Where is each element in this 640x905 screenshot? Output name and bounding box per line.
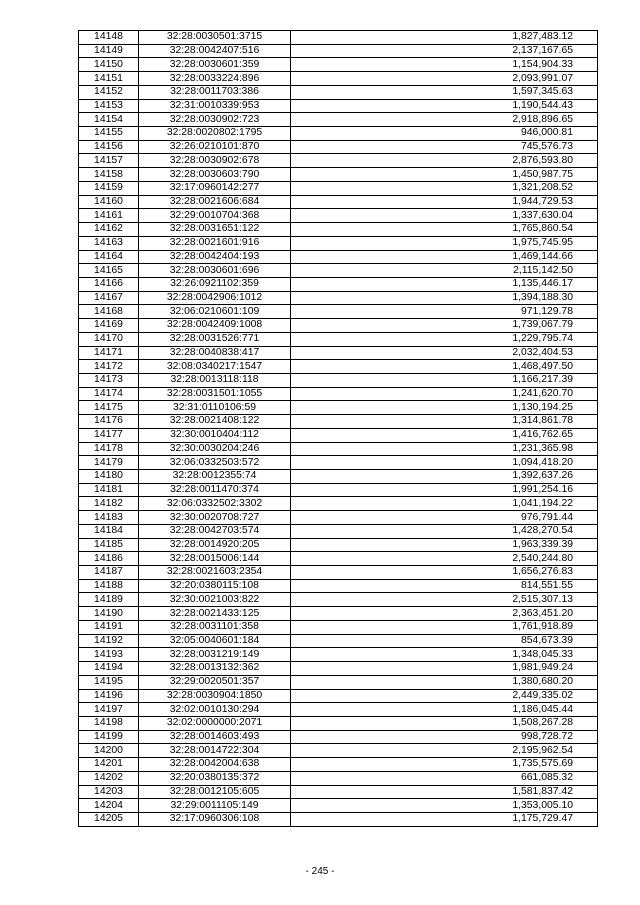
table-row xyxy=(79,730,598,744)
row-id-cell: 14152 xyxy=(79,85,139,99)
cadastral-number-cell: 32:28:0030601:696 xyxy=(139,264,291,278)
table-row xyxy=(79,332,598,346)
table-row xyxy=(79,72,598,86)
table-row xyxy=(79,195,598,209)
table-row xyxy=(79,250,598,264)
row-id-cell: 14162 xyxy=(79,223,139,237)
table-row xyxy=(79,785,598,799)
table-row xyxy=(79,277,598,291)
table-row xyxy=(79,648,598,662)
row-id-cell: 14184 xyxy=(79,524,139,538)
cadastral-number-cell: 32:31:0110106:59 xyxy=(139,401,291,415)
row-id-cell: 14186 xyxy=(79,552,139,566)
amount-cell: 976,791.44 xyxy=(291,511,598,525)
amount-cell: 854,673.39 xyxy=(291,634,598,648)
row-id-cell: 14175 xyxy=(79,401,139,415)
table-row xyxy=(79,401,598,415)
table-row xyxy=(79,483,598,497)
amount-cell: 1,348,045.33 xyxy=(291,648,598,662)
cadastral-number-cell: 32:28:0011470:374 xyxy=(139,483,291,497)
cadastral-number-cell: 32:28:0042906:1012 xyxy=(139,291,291,305)
cadastral-number-cell: 32:28:0031219:149 xyxy=(139,648,291,662)
table-row xyxy=(79,552,598,566)
parcel-table xyxy=(78,30,598,827)
row-id-cell: 14196 xyxy=(79,689,139,703)
table-row xyxy=(79,223,598,237)
row-id-cell: 14201 xyxy=(79,758,139,772)
table-row xyxy=(79,428,598,442)
table-row xyxy=(79,607,598,621)
table-row xyxy=(79,113,598,127)
cadastral-number-cell: 32:28:0014722:304 xyxy=(139,744,291,758)
cadastral-number-cell: 32:28:0014603:493 xyxy=(139,730,291,744)
cadastral-number-cell: 32:05:0040601:184 xyxy=(139,634,291,648)
row-id-cell: 14179 xyxy=(79,456,139,470)
cadastral-number-cell: 32:28:0033224:896 xyxy=(139,72,291,86)
table-row xyxy=(79,593,598,607)
table-row xyxy=(79,31,598,45)
table-row xyxy=(79,812,598,826)
table-row xyxy=(79,442,598,456)
amount-cell: 1,190,544.43 xyxy=(291,99,598,113)
amount-cell: 745,576.73 xyxy=(291,140,598,154)
cadastral-number-cell: 32:08:0340217:1547 xyxy=(139,360,291,374)
row-id-cell: 14191 xyxy=(79,620,139,634)
amount-cell: 661,085.32 xyxy=(291,771,598,785)
table-row xyxy=(79,634,598,648)
cadastral-number-cell: 32:26:0210101:870 xyxy=(139,140,291,154)
cadastral-number-cell: 32:28:0030904:1850 xyxy=(139,689,291,703)
amount-cell: 998,728.72 xyxy=(291,730,598,744)
cadastral-number-cell: 32:28:0021433:125 xyxy=(139,607,291,621)
amount-cell: 1,135,446.17 xyxy=(291,277,598,291)
table-row xyxy=(79,85,598,99)
cadastral-number-cell: 32:28:0042703:574 xyxy=(139,524,291,538)
table-row xyxy=(79,236,598,250)
amount-cell: 1,581,837.42 xyxy=(291,785,598,799)
row-id-cell: 14174 xyxy=(79,387,139,401)
cadastral-number-cell: 32:20:0380115:108 xyxy=(139,579,291,593)
amount-cell: 1,656,276.83 xyxy=(291,566,598,580)
row-id-cell: 14163 xyxy=(79,236,139,250)
amount-cell: 2,876,593.80 xyxy=(291,154,598,168)
cadastral-number-cell: 32:28:0021408:122 xyxy=(139,415,291,429)
amount-cell: 2,137,167.65 xyxy=(291,44,598,58)
cadastral-number-cell: 32:30:0030204:246 xyxy=(139,442,291,456)
row-id-cell: 14188 xyxy=(79,579,139,593)
table-row xyxy=(79,511,598,525)
amount-cell: 946,000.81 xyxy=(291,127,598,141)
row-id-cell: 14155 xyxy=(79,127,139,141)
cadastral-number-cell: 32:06:0332502:3302 xyxy=(139,497,291,511)
amount-cell: 1,175,729.47 xyxy=(291,812,598,826)
amount-cell: 1,380,680.20 xyxy=(291,675,598,689)
amount-cell: 1,229,795.74 xyxy=(291,332,598,346)
amount-cell: 1,231,365.98 xyxy=(291,442,598,456)
amount-cell: 2,115,142.50 xyxy=(291,264,598,278)
row-id-cell: 14202 xyxy=(79,771,139,785)
table-row xyxy=(79,703,598,717)
cadastral-number-cell: 32:31:0010339:953 xyxy=(139,99,291,113)
amount-cell: 1,765,860.54 xyxy=(291,223,598,237)
row-id-cell: 14159 xyxy=(79,181,139,195)
row-id-cell: 14169 xyxy=(79,319,139,333)
cadastral-number-cell: 32:28:0013132:362 xyxy=(139,662,291,676)
amount-cell: 1,416,762.65 xyxy=(291,428,598,442)
cadastral-number-cell: 32:28:0031651:122 xyxy=(139,223,291,237)
table-row xyxy=(79,662,598,676)
cadastral-number-cell: 32:26:0921102:359 xyxy=(139,277,291,291)
cadastral-number-cell: 32:28:0031501:1055 xyxy=(139,387,291,401)
table-row xyxy=(79,758,598,772)
amount-cell: 1,963,339.39 xyxy=(291,538,598,552)
cadastral-number-cell: 32:29:0011105:149 xyxy=(139,799,291,813)
table-row xyxy=(79,620,598,634)
page-number: - 245 - xyxy=(305,866,335,877)
cadastral-number-cell: 32:28:0042404:193 xyxy=(139,250,291,264)
table-row xyxy=(79,181,598,195)
amount-cell: 1,428,270.54 xyxy=(291,524,598,538)
table-row xyxy=(79,346,598,360)
row-id-cell: 14158 xyxy=(79,168,139,182)
table-row xyxy=(79,566,598,580)
amount-cell: 1,508,267.28 xyxy=(291,716,598,730)
cadastral-number-cell: 32:17:0960142:277 xyxy=(139,181,291,195)
table-row xyxy=(79,58,598,72)
amount-cell: 1,981,949.24 xyxy=(291,662,598,676)
row-id-cell: 14204 xyxy=(79,799,139,813)
cadastral-number-cell: 32:02:0000000:2071 xyxy=(139,716,291,730)
table-row xyxy=(79,44,598,58)
row-id-cell: 14178 xyxy=(79,442,139,456)
amount-cell: 1,991,254.16 xyxy=(291,483,598,497)
row-id-cell: 14205 xyxy=(79,812,139,826)
table-row xyxy=(79,209,598,223)
row-id-cell: 14183 xyxy=(79,511,139,525)
amount-cell: 1,241,620.70 xyxy=(291,387,598,401)
amount-cell: 971,129.78 xyxy=(291,305,598,319)
row-id-cell: 14182 xyxy=(79,497,139,511)
row-id-cell: 14148 xyxy=(79,31,139,45)
cadastral-number-cell: 32:28:0015006:144 xyxy=(139,552,291,566)
cadastral-number-cell: 32:06:0210601:109 xyxy=(139,305,291,319)
amount-cell: 1,597,345.63 xyxy=(291,85,598,99)
cadastral-number-cell: 32:28:0030601:359 xyxy=(139,58,291,72)
amount-cell: 1,944,729.53 xyxy=(291,195,598,209)
row-id-cell: 14193 xyxy=(79,648,139,662)
cadastral-number-cell: 32:17:0960306:108 xyxy=(139,812,291,826)
cadastral-number-cell: 32:28:0040838:417 xyxy=(139,346,291,360)
amount-cell: 1,337,630.04 xyxy=(291,209,598,223)
amount-cell: 2,515,307.13 xyxy=(291,593,598,607)
amount-cell: 2,093,991.07 xyxy=(291,72,598,86)
cadastral-number-cell: 32:28:0012105:605 xyxy=(139,785,291,799)
row-id-cell: 14203 xyxy=(79,785,139,799)
table-row xyxy=(79,387,598,401)
table-row xyxy=(79,771,598,785)
amount-cell: 1,094,418.20 xyxy=(291,456,598,470)
cadastral-number-cell: 32:29:0020501:357 xyxy=(139,675,291,689)
cadastral-number-cell: 32:02:0010130:294 xyxy=(139,703,291,717)
row-id-cell: 14200 xyxy=(79,744,139,758)
table-row xyxy=(79,470,598,484)
row-id-cell: 14173 xyxy=(79,373,139,387)
cadastral-number-cell: 32:20:0380135:372 xyxy=(139,771,291,785)
cadastral-number-cell: 32:28:0031526:771 xyxy=(139,332,291,346)
cadastral-number-cell: 32:28:0042004:638 xyxy=(139,758,291,772)
amount-cell: 1,041,194.22 xyxy=(291,497,598,511)
row-id-cell: 14199 xyxy=(79,730,139,744)
amount-cell: 814,551.55 xyxy=(291,579,598,593)
amount-cell: 2,918,896.65 xyxy=(291,113,598,127)
amount-cell: 2,363,451.20 xyxy=(291,607,598,621)
cadastral-number-cell: 32:28:0030902:678 xyxy=(139,154,291,168)
cadastral-number-cell: 32:28:0030603:790 xyxy=(139,168,291,182)
row-id-cell: 14172 xyxy=(79,360,139,374)
cadastral-number-cell: 32:28:0031101:358 xyxy=(139,620,291,634)
row-id-cell: 14198 xyxy=(79,716,139,730)
table-row xyxy=(79,538,598,552)
amount-cell: 1,186,045.44 xyxy=(291,703,598,717)
table-row xyxy=(79,291,598,305)
row-id-cell: 14185 xyxy=(79,538,139,552)
table-row xyxy=(79,154,598,168)
table-row xyxy=(79,319,598,333)
cadastral-number-cell: 32:30:0021003:822 xyxy=(139,593,291,607)
amount-cell: 1,739,067.79 xyxy=(291,319,598,333)
row-id-cell: 14192 xyxy=(79,634,139,648)
row-id-cell: 14150 xyxy=(79,58,139,72)
amount-cell: 1,468,497.50 xyxy=(291,360,598,374)
amount-cell: 2,195,962.54 xyxy=(291,744,598,758)
table-row xyxy=(79,744,598,758)
table-row xyxy=(79,456,598,470)
table-row xyxy=(79,140,598,154)
row-id-cell: 14197 xyxy=(79,703,139,717)
row-id-cell: 14153 xyxy=(79,99,139,113)
table-row xyxy=(79,579,598,593)
amount-cell: 1,975,745.95 xyxy=(291,236,598,250)
cadastral-number-cell: 32:28:0014920:205 xyxy=(139,538,291,552)
cadastral-number-cell: 32:28:0021601:916 xyxy=(139,236,291,250)
cadastral-number-cell: 32:30:0010404:112 xyxy=(139,428,291,442)
row-id-cell: 14195 xyxy=(79,675,139,689)
amount-cell: 1,827,483.12 xyxy=(291,31,598,45)
cadastral-number-cell: 32:06:0332503:572 xyxy=(139,456,291,470)
table-row xyxy=(79,524,598,538)
amount-cell: 1,761,918.89 xyxy=(291,620,598,634)
row-id-cell: 14167 xyxy=(79,291,139,305)
cadastral-number-cell: 32:28:0020802:1795 xyxy=(139,127,291,141)
cadastral-number-cell: 32:28:0030902:723 xyxy=(139,113,291,127)
table-row xyxy=(79,415,598,429)
row-id-cell: 14165 xyxy=(79,264,139,278)
row-id-cell: 14166 xyxy=(79,277,139,291)
cadastral-number-cell: 32:28:0011703:386 xyxy=(139,85,291,99)
row-id-cell: 14149 xyxy=(79,44,139,58)
cadastral-number-cell: 32:28:0030501:3715 xyxy=(139,31,291,45)
table-row xyxy=(79,716,598,730)
amount-cell: 1,321,208.52 xyxy=(291,181,598,195)
row-id-cell: 14160 xyxy=(79,195,139,209)
amount-cell: 1,314,861.78 xyxy=(291,415,598,429)
amount-cell: 2,032,404.53 xyxy=(291,346,598,360)
cadastral-number-cell: 32:28:0021606:684 xyxy=(139,195,291,209)
table-row xyxy=(79,99,598,113)
row-id-cell: 14168 xyxy=(79,305,139,319)
cadastral-number-cell: 32:29:0010704:368 xyxy=(139,209,291,223)
table-row xyxy=(79,373,598,387)
row-id-cell: 14194 xyxy=(79,662,139,676)
row-id-cell: 14176 xyxy=(79,415,139,429)
amount-cell: 2,449,335.02 xyxy=(291,689,598,703)
table-row xyxy=(79,799,598,813)
table-row xyxy=(79,168,598,182)
table-row xyxy=(79,127,598,141)
amount-cell: 1,154,904.33 xyxy=(291,58,598,72)
row-id-cell: 14154 xyxy=(79,113,139,127)
cadastral-number-cell: 32:28:0021603:2354 xyxy=(139,566,291,580)
amount-cell: 1,735,575.69 xyxy=(291,758,598,772)
cadastral-number-cell: 32:30:0020708:727 xyxy=(139,511,291,525)
amount-cell: 1,469,144.66 xyxy=(291,250,598,264)
row-id-cell: 14170 xyxy=(79,332,139,346)
row-id-cell: 14157 xyxy=(79,154,139,168)
table-row xyxy=(79,689,598,703)
table-row xyxy=(79,497,598,511)
row-id-cell: 14187 xyxy=(79,566,139,580)
amount-cell: 1,353,005.10 xyxy=(291,799,598,813)
row-id-cell: 14156 xyxy=(79,140,139,154)
row-id-cell: 14161 xyxy=(79,209,139,223)
amount-cell: 1,130,194.25 xyxy=(291,401,598,415)
row-id-cell: 14181 xyxy=(79,483,139,497)
row-id-cell: 14180 xyxy=(79,470,139,484)
cadastral-number-cell: 32:28:0013118:118 xyxy=(139,373,291,387)
table-row xyxy=(79,264,598,278)
row-id-cell: 14177 xyxy=(79,428,139,442)
row-id-cell: 14171 xyxy=(79,346,139,360)
parcel-table-body xyxy=(79,31,598,827)
row-id-cell: 14190 xyxy=(79,607,139,621)
cadastral-number-cell: 32:28:0012355:74 xyxy=(139,470,291,484)
table-row xyxy=(79,360,598,374)
cadastral-number-cell: 32:28:0042409:1008 xyxy=(139,319,291,333)
row-id-cell: 14164 xyxy=(79,250,139,264)
amount-cell: 1,450,987.75 xyxy=(291,168,598,182)
cadastral-number-cell: 32:28:0042407:516 xyxy=(139,44,291,58)
amount-cell: 1,166,217.39 xyxy=(291,373,598,387)
row-id-cell: 14151 xyxy=(79,72,139,86)
table-row xyxy=(79,305,598,319)
amount-cell: 1,394,188.30 xyxy=(291,291,598,305)
amount-cell: 2,540,244.80 xyxy=(291,552,598,566)
row-id-cell: 14189 xyxy=(79,593,139,607)
amount-cell: 1,392,637.26 xyxy=(291,470,598,484)
table-row xyxy=(79,675,598,689)
